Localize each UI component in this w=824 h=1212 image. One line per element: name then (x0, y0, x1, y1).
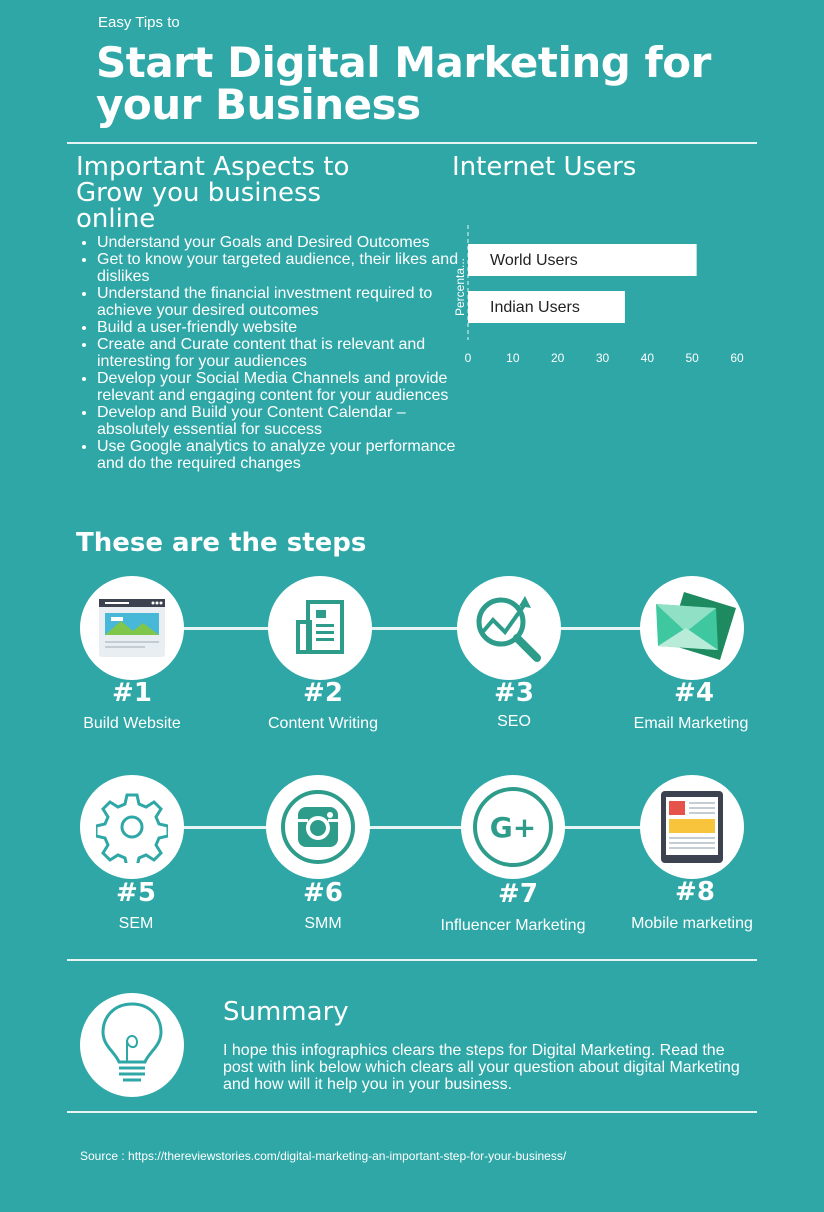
aspect-item: • Understand your Goals and Desired Outcomes (97, 234, 459, 251)
step-5-number: #5 (116, 878, 156, 908)
chart-tick-label: 10 (506, 351, 520, 365)
chart-tick-label: 30 (595, 351, 610, 365)
aspect-item: • Create and Curate content that is relevant and interesting for your audiences (97, 336, 459, 370)
step-5-label: SEM (118, 915, 154, 932)
chart-ylabel: Percenta... (453, 257, 467, 317)
steps-connector-row2 (132, 826, 692, 829)
step-6-circle (266, 775, 370, 879)
step-7-circle (461, 775, 565, 879)
step-7-number: #7 (498, 879, 538, 909)
summary-text: I hope this infographics clears the steps for Digital Marketing. Read the post with link below which clears all your question about digital Marketing and how will it help you in your business. (223, 1042, 740, 1093)
pretitle: Easy Tips to (98, 14, 180, 31)
document-icon (290, 598, 350, 658)
aspect-item: • Use Google analytics to analyze your performance and do the required changes (97, 438, 459, 472)
google-plus-icon (471, 785, 555, 869)
step-3-circle (457, 576, 561, 680)
step-5-circle (80, 775, 184, 879)
chart-tick-label: 20 (550, 351, 565, 365)
summary-circle (80, 993, 184, 1097)
tablet-icon (659, 789, 725, 865)
steps-divider (67, 959, 757, 961)
step-2-circle (268, 576, 372, 680)
step-1-number: #1 (112, 678, 152, 708)
summary-divider (67, 1111, 757, 1113)
svg-text:G+: G+ (489, 811, 537, 844)
aspects-title: Important Aspects to Grow you business online (76, 152, 350, 234)
chart-bar-label: World Users (490, 252, 578, 269)
step-4-label: Email Marketing (633, 715, 749, 732)
aspect-item: • Get to know your targeted audience, their likes and dislikes (97, 251, 459, 285)
chart-tick-label: 60 (730, 351, 744, 365)
lightbulb-icon (97, 1000, 167, 1090)
step-1-label: Build Website (83, 715, 181, 732)
step-3-number: #3 (494, 678, 534, 708)
envelope-icon (644, 588, 740, 668)
step-8-label: Mobile marketing (631, 915, 753, 932)
step-1-circle (80, 576, 184, 680)
aspect-item: • Build a user-friendly website (97, 319, 459, 336)
internet-users-chart (448, 225, 758, 375)
summary-title: Summary (223, 997, 349, 1027)
aspect-item: • Develop and Build your Content Calendar – absolutely essential for success (97, 404, 459, 438)
chart-bar-label: Indian Users (490, 299, 580, 316)
chart-tick-label: 50 (685, 351, 699, 365)
step-7-label: Influencer Marketing (440, 917, 586, 934)
step-8-circle (640, 775, 744, 879)
step-6-number: #6 (303, 878, 343, 908)
step-2-number: #2 (303, 678, 343, 708)
source-link[interactable]: Source : https://thereviewstories.com/digital-marketing-an-important-step-for-your-business/ (80, 1149, 567, 1163)
header-divider (67, 142, 757, 144)
chart-tick-label: 0 (464, 351, 472, 365)
step-2-label: Content Writing (268, 715, 378, 732)
step-4-circle (640, 576, 744, 680)
chart-tick-label: 40 (640, 351, 655, 365)
aspect-item: • Develop your Social Media Channels and provide relevant and engaging content for your audiences (97, 370, 459, 404)
aspect-item: • Understand the financial investment required to achieve your desired outcomes (97, 285, 459, 319)
gear-icon (96, 791, 168, 863)
steps-title: These are the steps (76, 528, 367, 558)
step-4-number: #4 (674, 678, 714, 708)
step-6-label: SMM (304, 915, 342, 932)
step-3-label: SEO (497, 713, 531, 730)
instagram-icon (280, 789, 356, 865)
steps-connector-row1 (132, 627, 692, 630)
website-icon (97, 593, 167, 663)
chart-title: Internet Users (452, 152, 637, 182)
magnifier-chart-icon (471, 590, 547, 666)
aspects-list (77, 234, 459, 472)
page-title: Start Digital Marketing for your Business (96, 38, 711, 129)
step-8-number: #8 (675, 877, 715, 907)
